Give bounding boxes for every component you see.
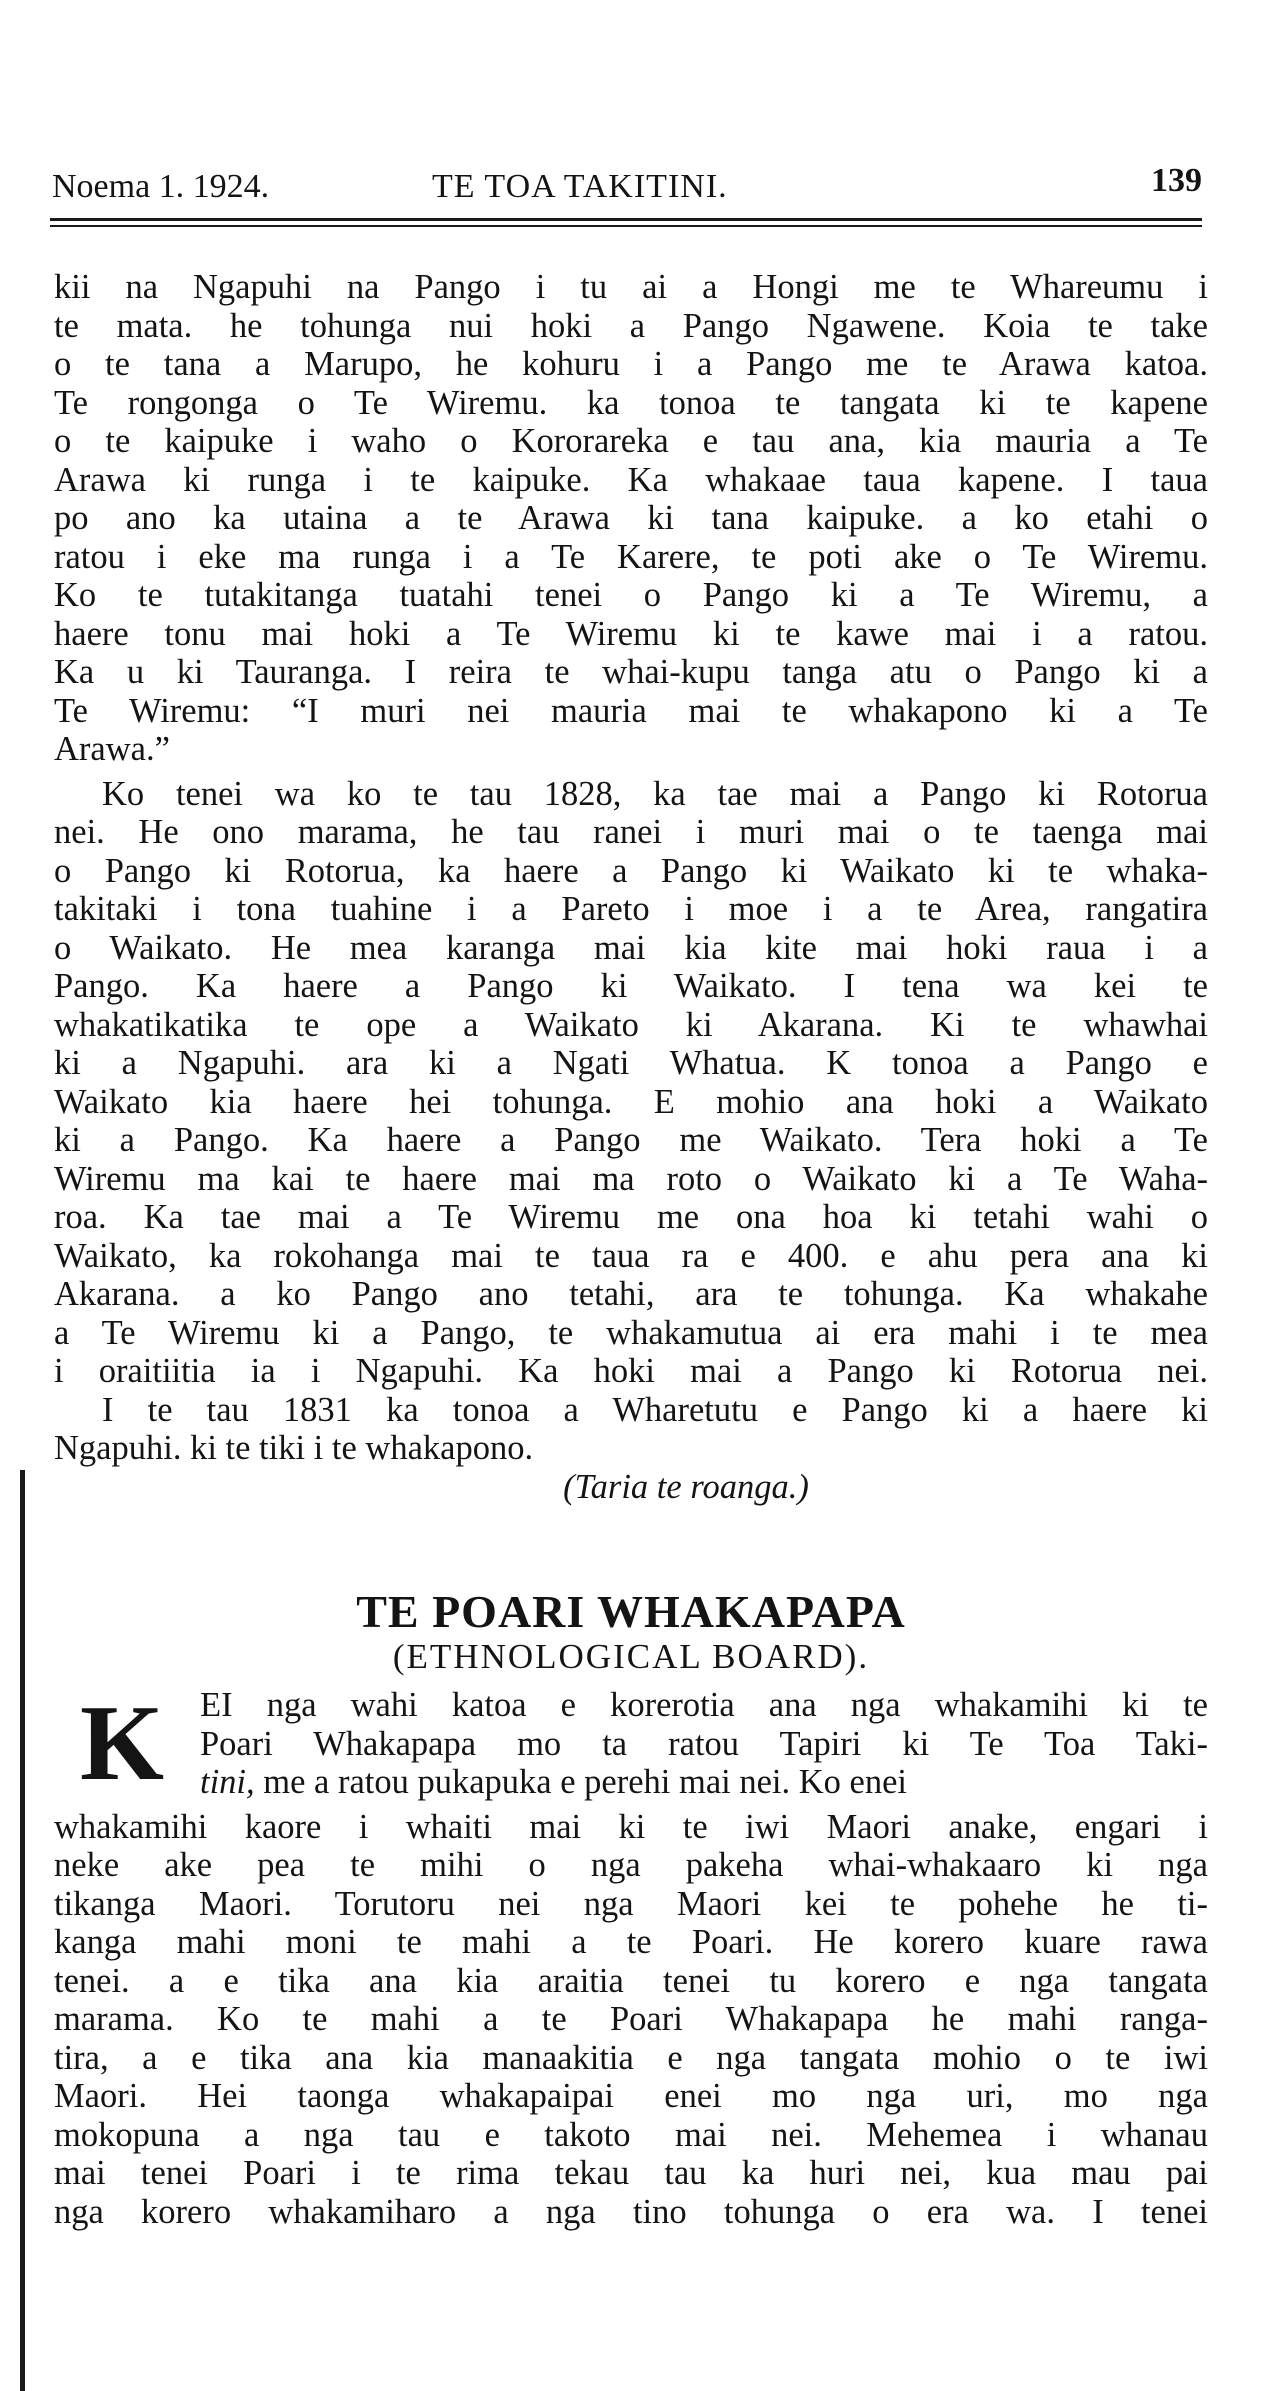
text-line: Poari Whakapapa mo ta ratou Tapiri ki Te Toa Taki- bbox=[200, 1724, 1208, 1763]
text-line: EI nga wahi katoa e korerotia ana nga whakamihi ki te bbox=[200, 1686, 1208, 1724]
text-line: o Waikato. He mea karanga mai kia kite mai hoki raua i a bbox=[54, 928, 1208, 967]
text-line: i oraitiitia ia i Ngapuhi. Ka hoki mai a Pango ki Rotorua nei. bbox=[54, 1352, 1208, 1390]
drop-cap: K bbox=[80, 1684, 165, 1803]
journal-title: TE TOA TAKITINI. bbox=[432, 168, 728, 205]
continued-note: (Taria te roanga.) bbox=[563, 1467, 809, 1506]
text-line: Waikato kia haere hei tohunga. E mohio ana hoki a Waikato bbox=[54, 1082, 1208, 1121]
text-line: mokopuna a nga tau e takoto mai nei. Mehemea i whanau bbox=[54, 2115, 1208, 2154]
text-line: o te tana a Marupo, he kohuru i a Pango me te Arawa katoa. bbox=[54, 345, 1208, 383]
text-line: tenei. a e tika ana kia araitia tenei tu korero e nga tangata bbox=[54, 1961, 1208, 2000]
text-line: whakatikatika te ope a Waikato ki Akarana. Ki te whawhai bbox=[54, 1005, 1208, 1044]
text-line: po ano ka utaina a te Arawa ki tana kaipuke. a ko etahi o bbox=[54, 499, 1208, 537]
text-line: ratou i eke ma runga i a Te Karere, te poti ake o Te Wiremu. bbox=[54, 537, 1208, 576]
dropcap-lines bbox=[54, 1686, 1208, 1802]
text-line: Waikato, ka rokohanga mai te taua ra e 400. e ahu pera ana ki bbox=[54, 1236, 1208, 1275]
header-rule-thin bbox=[50, 225, 1202, 227]
text-line: Maori. Hei taonga whakapaipai enei mo nga uri, mo nga bbox=[54, 2077, 1208, 2115]
article-continuation bbox=[54, 268, 1208, 1508]
text-line: roa. Ka tae mai a Te Wiremu me ona hoa ki tetahi wahi o bbox=[54, 1198, 1208, 1236]
board-article bbox=[54, 1686, 1208, 2231]
issue-date: Noema 1. 1924. bbox=[52, 168, 270, 205]
paragraph-3 bbox=[54, 1391, 1208, 1468]
text-line: whakamihi kaore i whaiti mai ki te iwi Maori anake, engari i bbox=[54, 1807, 1208, 1846]
italic-title-fragment: tini, bbox=[200, 1763, 255, 1801]
text-line: kii na Ngapuhi na Pango i tu ai a Hongi me te Whareumu i bbox=[54, 268, 1208, 306]
text-line: Wiremu ma kai te haere mai ma roto o Waikato ki a Te Waha- bbox=[54, 1159, 1208, 1198]
header-rule bbox=[50, 218, 1202, 221]
text-line: Arawa ki runga i te kaipuke. Ka whakaae taua kapene. I taua bbox=[54, 460, 1208, 499]
text-line: nga korero whakamiharo a nga tino tohunga o era wa. I tenei bbox=[54, 2192, 1208, 2231]
text-line: takitaki i tona tuahine i a Pareto i moe i a te Area, rangatira bbox=[54, 890, 1208, 928]
text-line: Pango. Ka haere a Pango ki Waikato. I tena wa kei te bbox=[54, 967, 1208, 1005]
section-title: TE POARI WHAKAPAPA bbox=[356, 1586, 906, 1637]
text-line: I te tau 1831 ka tonoa a Wharetutu e Pango ki a haere ki bbox=[102, 1390, 1208, 1429]
text-line: Te rongonga o Te Wiremu. ka tonoa te tangata ki te kapene bbox=[54, 383, 1208, 422]
section-subtitle: (ETHNOLOGICAL BOARD). bbox=[392, 1637, 870, 1676]
text-line bbox=[200, 1763, 1208, 1802]
margin-rule bbox=[20, 1470, 25, 2391]
text-line: ki a Pango. Ka haere a Pango me Waikato. Tera hoki a Te bbox=[54, 1121, 1208, 1159]
text-line: Ko tenei wa ko te tau 1828, ka tae mai a Pango ki Rotorua bbox=[102, 774, 1208, 813]
text-line: marama. Ko te mahi a te Poari Whakapapa he mahi ranga- bbox=[54, 2000, 1208, 2038]
text-line: nei. He ono marama, he tau ranei i muri mai o te taenga mai bbox=[54, 813, 1208, 851]
text-line: kanga mahi moni te mahi a te Poari. He korero kuare rawa bbox=[54, 1923, 1208, 1961]
text-line: te mata. he tohunga nui hoki a Pango Ngawene. Koia te take bbox=[54, 306, 1208, 345]
line-rest: me a ratou pukapuka e perehi mai nei. Ko enei bbox=[254, 1763, 908, 1801]
page-number: 139 bbox=[1151, 162, 1202, 199]
text-line: haere tonu mai hoki a Te Wiremu ki te kawe mai i a ratou. bbox=[54, 614, 1208, 653]
text-line: tira, a e tika ana kia manaakitia e nga tangata mohio o te iwi bbox=[54, 2038, 1208, 2077]
text-line: ki a Ngapuhi. ara ki a Ngati Whatua. K tonoa a Pango e bbox=[54, 1044, 1208, 1082]
text-line: Arawa.” bbox=[54, 730, 170, 768]
running-head bbox=[52, 160, 1202, 210]
text-line: o te kaipuke i waho o Kororareka e tau ana, kia mauria a Te bbox=[54, 422, 1208, 460]
paragraph-1 bbox=[54, 268, 1208, 769]
text-line: Te Wiremu: “I muri nei mauria mai te whakapono ki a Te bbox=[54, 691, 1208, 730]
text-line: a Te Wiremu ki a Pango, te whakamutua ai era mahi i te mea bbox=[54, 1313, 1208, 1352]
text-line: mai tenei Poari i te rima tekau tau ka huri nei, kua mau pai bbox=[54, 2154, 1208, 2192]
text-line: Ngapuhi. ki te tiki i te whakapono. bbox=[54, 1429, 534, 1467]
text-line: tikanga Maori. Torutoru nei nga Maori kei te pohehe he ti- bbox=[54, 1884, 1208, 1923]
text-line: neke ake pea te mihi o nga pakeha whai-whakaaro ki nga bbox=[54, 1846, 1208, 1884]
text-line: Ka u ki Tauranga. I reira te whai-kupu tanga atu o Pango ki a bbox=[54, 653, 1208, 691]
text-line: Ko te tutakitanga tuatahi tenei o Pango ki a Te Wiremu, a bbox=[54, 576, 1208, 614]
text-line: o Pango ki Rotorua, ka haere a Pango ki Waikato ki te whaka- bbox=[54, 851, 1208, 890]
paragraph-2 bbox=[54, 775, 1208, 1391]
text-line: Akarana. a ko Pango ano tetahi, ara te tohunga. Ka whakahe bbox=[54, 1275, 1208, 1313]
